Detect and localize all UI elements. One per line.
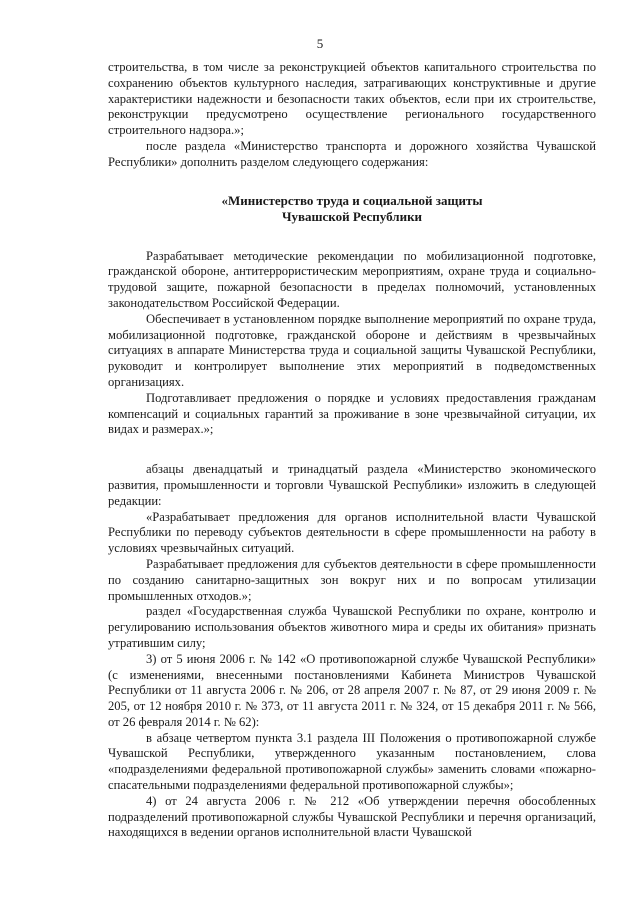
- section-paragraph: Разрабатывает методические рекомендации по мобилизационной подготовке, гражданской обороне, антитеррористическим мероприятиям, охране труда и социально-трудовой защите, пожарной безопасности в пределах полномочий, установленных законодательством Российской Федерации.: [108, 248, 596, 310]
- paragraph: «Разрабатывает предложения для органов исполнительной власти Чувашской Республики по переводу субъектов деятельности в сфере промышленности на работу в условиях чрезвычайных ситуаций.: [108, 509, 596, 556]
- paragraph: 4) от 24 августа 2006 г. № 212 «Об утверждении перечня обособленных подразделений противопожарной службы Чувашской Республики и перечня организаций, находящихся в ведении органов исполнительной власти Чувашской: [108, 793, 596, 840]
- paragraph: 3) от 5 июня 2006 г. № 142 «О противопожарной службе Чувашской Республики» (с изменениями, внесенными постановлениями Кабинета Министров Чувашской Республики от 11 августа 2006 г. № 206, от 28 апреля 2007 г. № 87, от 29 июня 2009 г. № 205, от 12 ноября 2010 г. № 373, от 11 августа 2011 г. № 324, от 15 декабря 2011 г. № 566, от 26 февраля 2014 г. № 62):: [108, 651, 596, 729]
- paragraph-amendment-intro: после раздела «Министерство транспорта и дорожного хозяйства Чувашской Республики» дополнить разделом следующего содержания:: [108, 138, 596, 169]
- paragraph: раздел «Государственная служба Чувашской Республики по охране, контролю и регулированию использования объектов животного мира и среды их обитания» признать утратившим силу;: [108, 604, 596, 650]
- document-body: [108, 60, 596, 841]
- paragraph: Разрабатывает предложения для субъектов деятельности в сфере промышленности по созданию санитарно-защитных зон вокруг них и по вопросам утилизации промышленных отходов.»;: [108, 556, 596, 603]
- paragraph: в абзаце четвертом пункта 3.1 раздела III Положения о противопожарной службе Чувашской Республики, утвержденного указанным постановлением, слова «подразделениями федеральной противопожарной службы» заменить словами «пожарно-спасательными подразделениями федеральной противопожарной службы»;: [108, 730, 596, 793]
- paragraph-continuation: строительства, в том числе за реконструкцией объектов капитального строительства по сохранению объектов культурного наследия, затрагивающих конструктивные и другие характеристики надежности и безопасности таких объектов, если при их строительстве, реконструкции предусмотрено осуществление регионального государственного строительного надзора.»;: [108, 60, 596, 138]
- paragraph: абзацы двенадцатый и тринадцатый раздела «Министерство экономического развития, промышленности и торговли Чувашской Республики» изложить в следующей редакции:: [108, 462, 596, 508]
- section-heading-line2: Чувашской Республики: [281, 208, 423, 224]
- section-paragraph: Обеспечивает в установленном порядке выполнение мероприятий по охране труда, мобилизационной подготовке, гражданской обороне и действиям в чрезвычайных ситуациях в аппарате Министерства труда и социальной защиты Чувашской Республики, руководит и контролирует выполнение этих мероприятий в подведомственных организациях.: [108, 311, 596, 389]
- section-heading-line1: «Министерство труда и социальной защиты: [221, 192, 483, 208]
- page-number: 5: [316, 36, 324, 51]
- section-paragraph: Подготавливает предложения о порядке и условиях предоставления гражданам компенсаций и социальных гарантий за проживание в зоне чрезвычайной ситуации, их видах и размерах.»;: [108, 390, 596, 437]
